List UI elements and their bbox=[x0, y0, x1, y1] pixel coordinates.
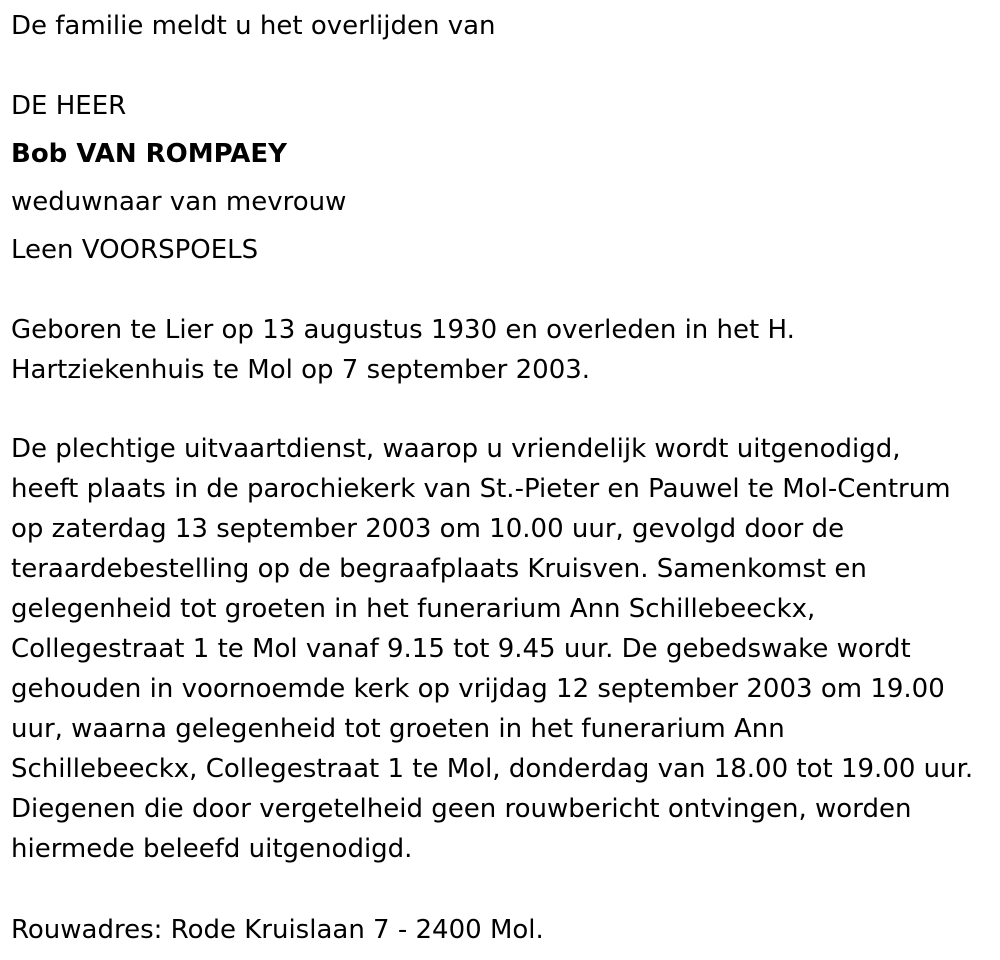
paragraph-line: Schillebeeckx, Collegestraat 1 te Mol, donderdag van 18.00 tot 19.00 uur. bbox=[11, 754, 974, 784]
paragraph-line: gelegenheid tot groeten in het funerarium Ann Schillebeeckx, bbox=[11, 594, 816, 624]
paragraph-line: gehouden in voornoemde kerk op vrijdag 12 september 2003 om 19.00 bbox=[11, 674, 945, 704]
mourning-address: Rouwadres: Rode Kruislaan 7 - 2400 Mol. bbox=[11, 915, 544, 945]
paragraph-line: De plechtige uitvaartdienst, waarop u vriendelijk wordt uitgenodigd, bbox=[11, 434, 901, 464]
service-paragraph bbox=[11, 429, 973, 869]
paragraph-line: Collegestraat 1 te Mol vanaf 9.15 tot 9.45 uur. De gebedswake wordt bbox=[11, 634, 911, 664]
birth-death-paragraph bbox=[11, 310, 795, 390]
deceased-name: Bob VAN ROMPAEY bbox=[11, 139, 288, 169]
paragraph-line: uur, waarna gelegenheid tot groeten in het funerarium Ann bbox=[11, 714, 785, 744]
paragraph-line: Diegenen die door vergetelheid geen rouwbericht ontvingen, worden bbox=[11, 794, 912, 824]
intro-text: De familie meldt u het overlijden van bbox=[11, 11, 496, 41]
title-text: DE HEER bbox=[11, 91, 127, 121]
paragraph-line: teraardebestelling op de begraafplaats Kruisven. Samenkomst en bbox=[11, 554, 867, 584]
paragraph-line: op zaterdag 13 september 2003 om 10.00 uur, gevolgd door de bbox=[11, 514, 845, 544]
paragraph-line: Geboren te Lier op 13 augustus 1930 en overleden in het H. bbox=[11, 315, 795, 345]
paragraph-line: Hartziekenhuis te Mol op 7 september 2003. bbox=[11, 355, 591, 385]
widower-text: weduwnaar van mevrouw bbox=[11, 187, 347, 217]
paragraph-line: hiermede beleefd uitgenodigd. bbox=[11, 834, 413, 864]
spouse-name: Leen VOORSPOELS bbox=[11, 235, 259, 265]
paragraph-line: heeft plaats in de parochiekerk van St.-Pieter en Pauwel te Mol-Centrum bbox=[11, 474, 951, 504]
